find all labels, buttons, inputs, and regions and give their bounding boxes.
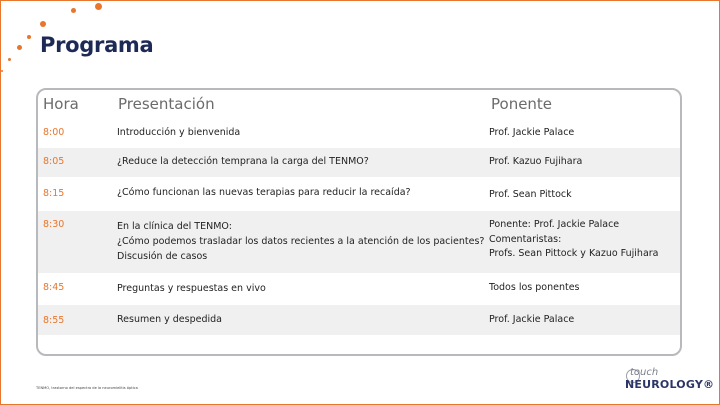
row-time: 8:00 <box>43 127 65 138</box>
row-presentation-line: Discusión de casos <box>117 251 208 262</box>
row-speaker: Todos los ponentes <box>489 282 580 293</box>
table-row <box>38 178 680 208</box>
row-speaker-line: Ponente: Prof. Jackie Palace <box>489 219 620 230</box>
row-speaker: Prof. Jackie Palace <box>489 127 575 138</box>
decor-dot <box>95 3 102 10</box>
row-time: 8:05 <box>43 156 65 167</box>
page-title: Programa <box>40 33 154 57</box>
row-speaker: Prof. Jackie Palace <box>489 314 575 325</box>
row-presentation-line: En la clínica del TENMO: <box>117 221 232 232</box>
row-presentation-line: ¿Cómo podemos trasladar los datos recientes a la atención de los pacientes? <box>117 236 485 247</box>
row-time: 8:45 <box>43 282 65 293</box>
row-speaker-line: Profs. Sean Pittock y Kazuo Fujihara <box>489 248 659 259</box>
row-presentation: Resumen y despedida <box>117 314 222 325</box>
column-header-ponente: Ponente <box>491 95 553 113</box>
decor-dot <box>71 8 76 13</box>
table-row <box>38 148 680 177</box>
row-presentation: Preguntas y respuestas en vivo <box>117 283 266 294</box>
row-presentation: ¿Reduce la detección temprana la carga del TENMO? <box>117 156 369 167</box>
decor-dot <box>17 45 22 50</box>
footnote: TENMO, trastorno del espectro de la neuromielitis óptica <box>36 386 138 390</box>
column-header-presentacion: Presentación <box>118 95 215 113</box>
column-header-hora: Hora <box>43 95 79 113</box>
row-time: 8:30 <box>43 219 65 230</box>
decor-dot <box>27 35 31 39</box>
touch-neurology-logo <box>622 367 714 397</box>
row-speaker: Prof. Sean Pittock <box>489 189 572 200</box>
row-speaker: Prof. Kazuo Fujihara <box>489 156 583 167</box>
row-presentation: ¿Cómo funcionan las nuevas terapias para reducir la recaída? <box>117 187 411 198</box>
row-time: 8:55 <box>43 315 65 326</box>
table-row <box>38 118 680 146</box>
decor-dot <box>8 58 11 61</box>
row-presentation: Introducción y bienvenida <box>117 127 241 138</box>
table-row <box>38 275 680 303</box>
logo-neurology-text: NEUROLOGY® <box>625 378 715 391</box>
table-row <box>38 211 680 273</box>
row-speaker-line: Comentaristas: <box>489 234 562 245</box>
decor-dot <box>1 70 3 72</box>
row-time: 8:15 <box>43 188 65 199</box>
logo-touch-text: touch <box>630 367 659 378</box>
decor-dot <box>40 21 46 27</box>
table-row <box>38 305 680 335</box>
